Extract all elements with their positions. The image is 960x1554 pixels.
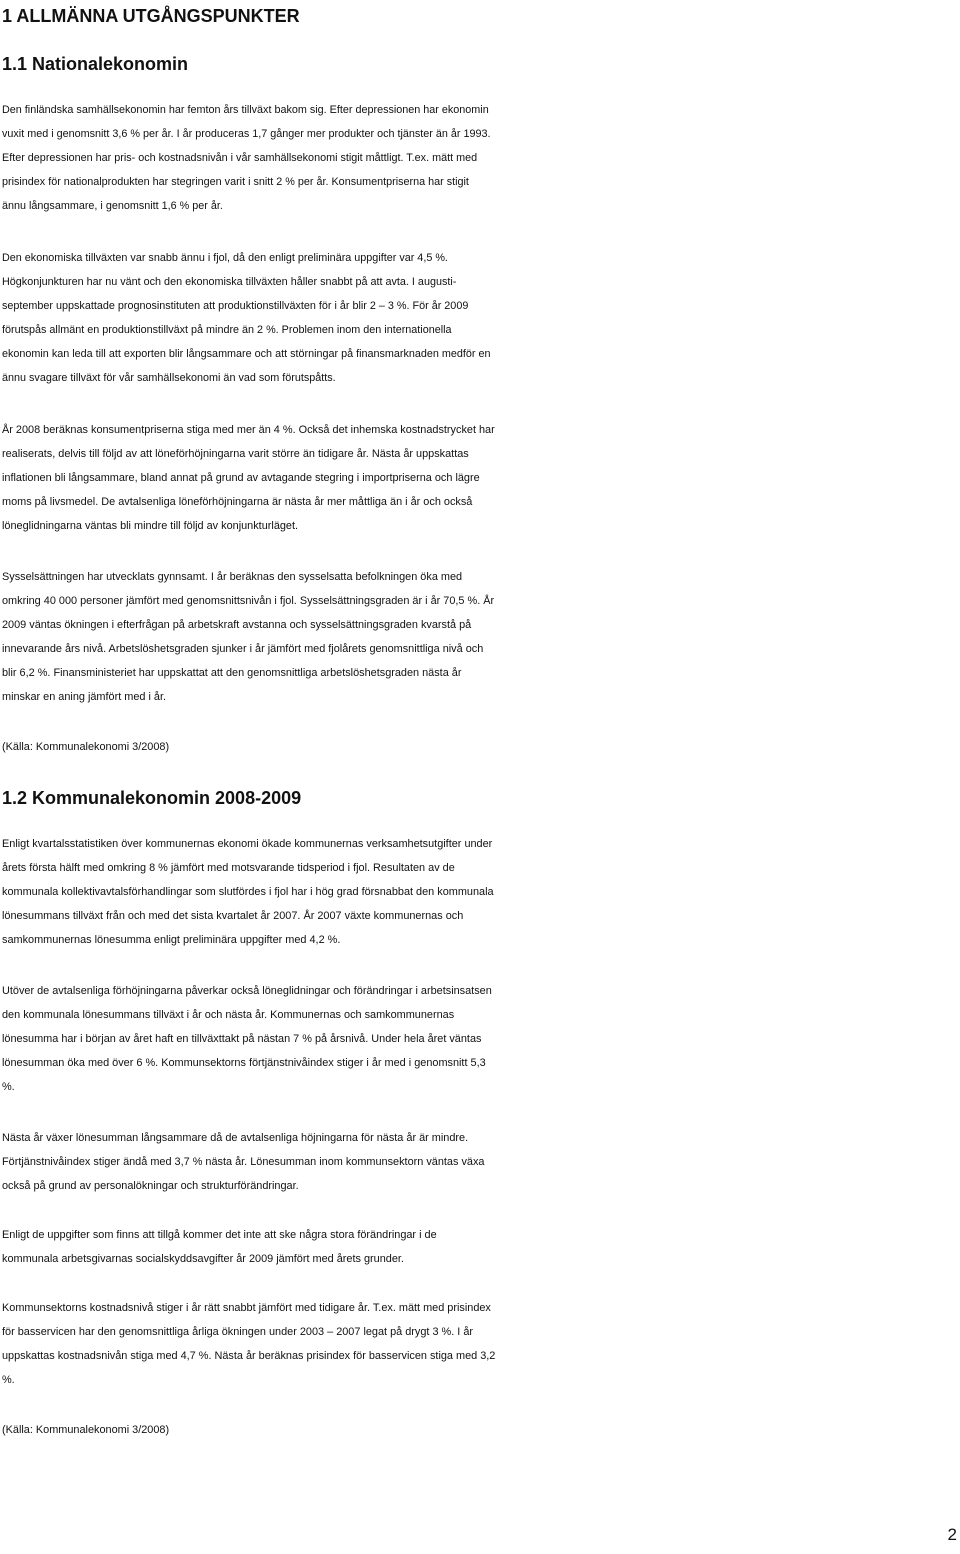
text-line: Förtjänstnivåindex stiger ändå med 3,7 % nästa år. Lönesumman inom kommunsektorn väntas växa bbox=[2, 1156, 485, 1168]
text-line: också på grund av personalökningar och strukturförändringar. bbox=[2, 1180, 299, 1192]
paragraph-cost-level bbox=[2, 1296, 958, 1392]
paragraph-next-year bbox=[2, 1126, 958, 1198]
text-line: Utöver de avtalsenliga förhöjningarna påverkar också löneglidningar och förändringar i arbetsinsatsen bbox=[2, 985, 492, 997]
text-line: moms på livsmedel. De avtalsenliga löneförhöjningarna är nästa år mer måttliga än i år och också bbox=[2, 496, 473, 508]
text-line: Efter depressionen har pris- och kostnadsnivån i vår samhällsekonomi stigit måttligt. T.ex. mätt med bbox=[2, 152, 478, 164]
paragraph-wage-sum bbox=[2, 979, 958, 1099]
text-line: minskar en aning jämfört med i år. bbox=[2, 691, 167, 703]
text-line: årets första hälft med omkring 8 % jämfört med motsvarande tidsperiod i fjol. Resultaten av de bbox=[2, 862, 455, 874]
text-line: inflationen bli långsammare, bland annat på grund av avtagande stegring i importpriserna och lägre bbox=[2, 472, 480, 484]
paragraph-national-economy-1 bbox=[2, 98, 958, 218]
text-line: Den finländska samhällsekonomin har femton års tillväxt bakom sig. Efter depressionen har ekonomin bbox=[2, 104, 489, 116]
text-line: 2009 väntas ökningen i efterfrågan på arbetskraft avstanna och sysselsättningsgraden kvarstå på bbox=[2, 619, 472, 631]
text-line: lönesumman öka med över 6 %. Kommunsektorns förtjänstnivåindex stiger i år med i genomsnitt 5,3 bbox=[2, 1057, 486, 1069]
text-line: blir 6,2 %. Finansministeriet har uppskattat att den genomsnittliga arbetslöshetsgraden nästa år bbox=[2, 667, 462, 679]
text-line: prisindex för nationalprodukten har stegringen varit i snitt 2 % per år. Konsumentpriserna har stigit bbox=[2, 176, 469, 188]
text-line: realiserats, delvis till följd av att löneförhöjningarna varit större än tidigare år. Nästa år uppskattas bbox=[2, 448, 469, 460]
section-heading-1-1: 1.1 Nationalekonomin bbox=[2, 54, 189, 74]
section-heading-1-2: 1.2 Kommunalekonomin 2008-2009 bbox=[2, 788, 302, 808]
text-line: uppskattas kostnadsnivån stiga med 4,7 %. Nästa år beräknas prisindex för basservicen stiga med 3,2 bbox=[2, 1350, 496, 1362]
text-line: för basservicen har den genomsnittliga årliga ökningen under 2003 – 2007 legat på drygt 3 %. I år bbox=[2, 1326, 474, 1338]
paragraph-employment bbox=[2, 565, 958, 709]
text-line: Den ekonomiska tillväxten var snabb ännu i fjol, då den enligt preliminära uppgifter var 4,5 %. bbox=[2, 252, 448, 264]
text-line: Högkonjunkturen har nu vänt och den ekonomiska tillväxten håller snabbt på att avta. I augusti- bbox=[2, 276, 457, 288]
text-line: omkring 40 000 personer jämfört med genomsnittsnivån i fjol. Sysselsättningsgraden är i år 70,5 %. År bbox=[2, 595, 495, 607]
text-line: ekonomin kan leda till att exporten blir långsammare och att störningar på finansmarknaden medför en bbox=[2, 348, 491, 360]
text-line: löneglidningarna väntas bli mindre till följd av konjunkturläget. bbox=[2, 520, 299, 532]
text-line: Enligt kvartalsstatistiken över kommunernas ekonomi ökade kommunernas verksamhetsutgifter under bbox=[2, 838, 493, 850]
text-line: %. bbox=[2, 1081, 15, 1093]
text-line: samkommunernas lönesumma enligt preliminära uppgifter med 4,2 %. bbox=[2, 934, 341, 946]
text-line: ännu långsammare, i genomsnitt 1,6 % per år. bbox=[2, 200, 223, 212]
text-line: Sysselsättningen har utvecklats gynnsamt. I år beräknas den sysselsatta befolkningen öka med bbox=[2, 571, 463, 583]
text-line: lönesumma har i början av året haft en tillväxttakt på nästan 7 % på årsnivå. Under hela året väntas bbox=[2, 1033, 482, 1045]
text-line: (Källa: Kommunalekonomi 3/2008) bbox=[2, 1424, 170, 1436]
text-line: förutspås allmänt en produktionstillväxt på mindre än 2 %. Problemen inom den internationella bbox=[2, 324, 452, 336]
paragraph-national-economy-2 bbox=[2, 246, 958, 390]
text-line: kommunala arbetsgivarnas socialskyddsavgifter år 2009 jämfört med årets grunder. bbox=[2, 1253, 404, 1265]
paragraph-prices bbox=[2, 418, 958, 538]
text-line: Kommunsektorns kostnadsnivå stiger i år rätt snabbt jämfört med tidigare år. T.ex. mätt med prisindex bbox=[2, 1302, 491, 1314]
text-line: %. bbox=[2, 1374, 15, 1386]
main-heading: 1 ALLMÄNNA UTGÅNGSPUNKTER bbox=[2, 6, 300, 26]
text-line: vuxit med i genomsnitt 3,6 % per år. I år produceras 1,7 gånger mer produkter och tjänster än år 1993. bbox=[2, 128, 491, 140]
text-line: Enligt de uppgifter som finns att tillgå kommer det inte att ske några stora förändringar i de bbox=[2, 1229, 437, 1241]
text-line: lönesummans tillväxt från och med det sista kvartalet år 2007. År 2007 växte kommunernas och bbox=[2, 910, 464, 922]
text-line: ännu svagare tillväxt för vår samhällsekonomi än vad som förutspåtts. bbox=[2, 372, 336, 384]
text-line: (Källa: Kommunalekonomi 3/2008) bbox=[2, 741, 170, 753]
source-note-1 bbox=[2, 735, 958, 759]
text-line: År 2008 beräknas konsumentpriserna stiga med mer än 4 %. Också det inhemska kostnadstrycket har bbox=[2, 424, 495, 436]
text-line: innevarande års nivå. Arbetslöshetsgraden sjunker i år jämfört med fjolårets genomsnittliga nivå och bbox=[2, 643, 484, 655]
text-line: kommunala kollektivavtalsförhandlingar som slutfördes i fjol har i hög grad försnabbat den kommunala bbox=[2, 886, 494, 898]
text-line: Nästa år växer lönesumman långsammare då de avtalsenliga höjningarna för nästa år är mindre. bbox=[2, 1132, 469, 1144]
paragraph-municipal-expenses bbox=[2, 832, 958, 952]
page-number: 2 bbox=[947, 1525, 957, 1544]
source-note-2 bbox=[2, 1418, 958, 1442]
text-line: september uppskattade prognosinstituten att produktionstillväxten för i år blir 2 – 3 %. För år 2009 bbox=[2, 300, 469, 312]
text-line: den kommunala lönesummans tillväxt i år och nästa år. Kommunernas och samkommunernas bbox=[2, 1009, 455, 1021]
paragraph-social-security bbox=[2, 1223, 958, 1271]
